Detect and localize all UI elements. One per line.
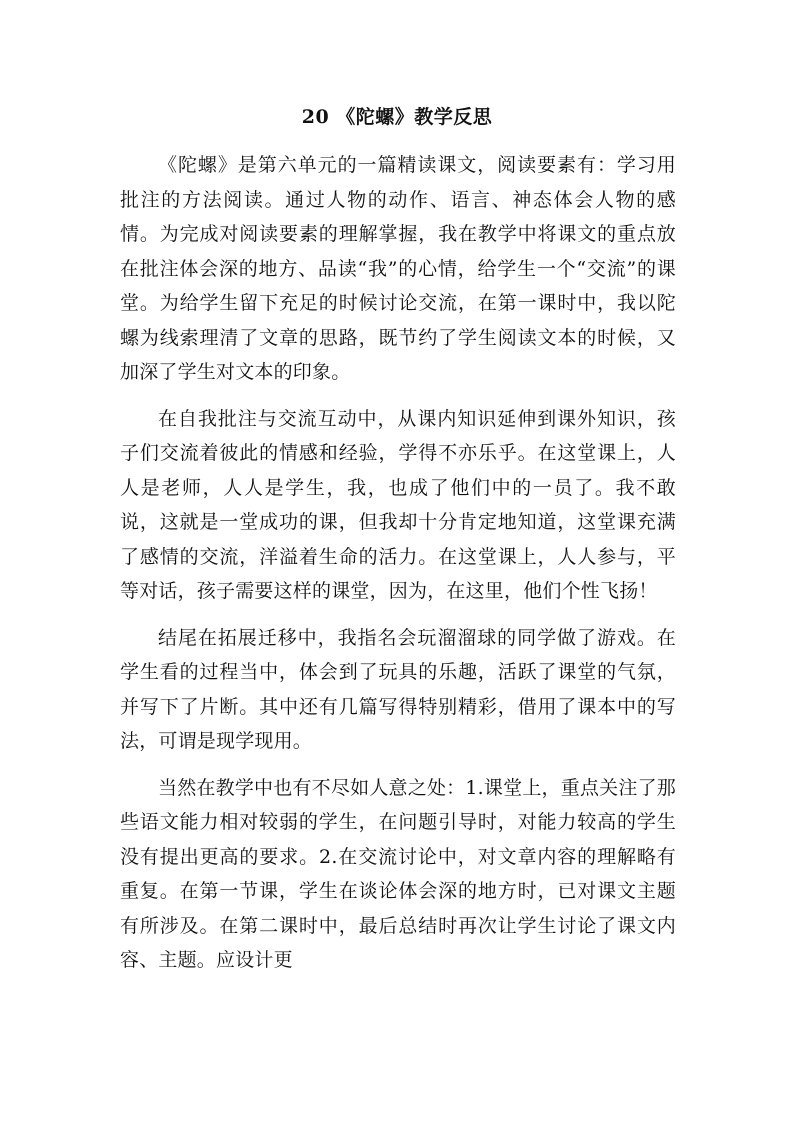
- document-body: [120, 148, 676, 978]
- page-title: 20 《陀螺》教学反思: [301, 106, 493, 128]
- paragraph-2: 在自我批注与交流互动中，从课内知识延伸到课外知识，孩子们交流着彼此的情感和经验，学得不亦乐乎。在这堂课上，人人是老师，人人是学生，我，也成了他们中的一员了。我不敢说，这就是一堂成功的课，但我却十分肯定地知道，这堂课充满了感情的交流，洋溢着生命的活力。在这堂课上，人人参与，平等对话，孩子需要这样的课堂，因为，在这里，他们个性飞扬！: [120, 407, 676, 602]
- paragraph-3: 结尾在拓展迁移中，我指名会玩溜溜球的同学做了游戏。在学生看的过程当中，体会到了玩具的乐趣，活跃了课堂的气氛，并写下了片断。其中还有几篇写得特别精彩，借用了课本中的写法，可谓是现学现用。: [120, 626, 676, 752]
- paragraph-1: 《陀螺》是第六单元的一篇精读课文，阅读要素有：学习用批注的方法阅读。通过人物的动作、语言、神态体会人物的感情。为完成对阅读要素的理解掌握，我在教学中将课文的重点放在批注体会深的地方、品读“我”的心情，给学生一个“交流”的课堂。为给学生留下充足的时候讨论交流，在第一课时中，我以陀螺为线索理清了文章的思路，既节约了学生阅读文本的时候，又加深了学生对文本的印象。: [120, 154, 676, 383]
- paragraph-4: 当然在教学中也有不尽如人意之处：1.课堂上，重点关注了那些语文能力相对较弱的学生，在问题引导时，对能力较高的学生没有提出更高的要求。2.在交流讨论中，对文章内容的理解略有重复。在第一节课，学生在谈论体会深的地方时，已对课文主题有所涉及。在第二课时中，最后总结时再次让学生讨论了课文内容、主题。应设计更: [120, 776, 676, 971]
